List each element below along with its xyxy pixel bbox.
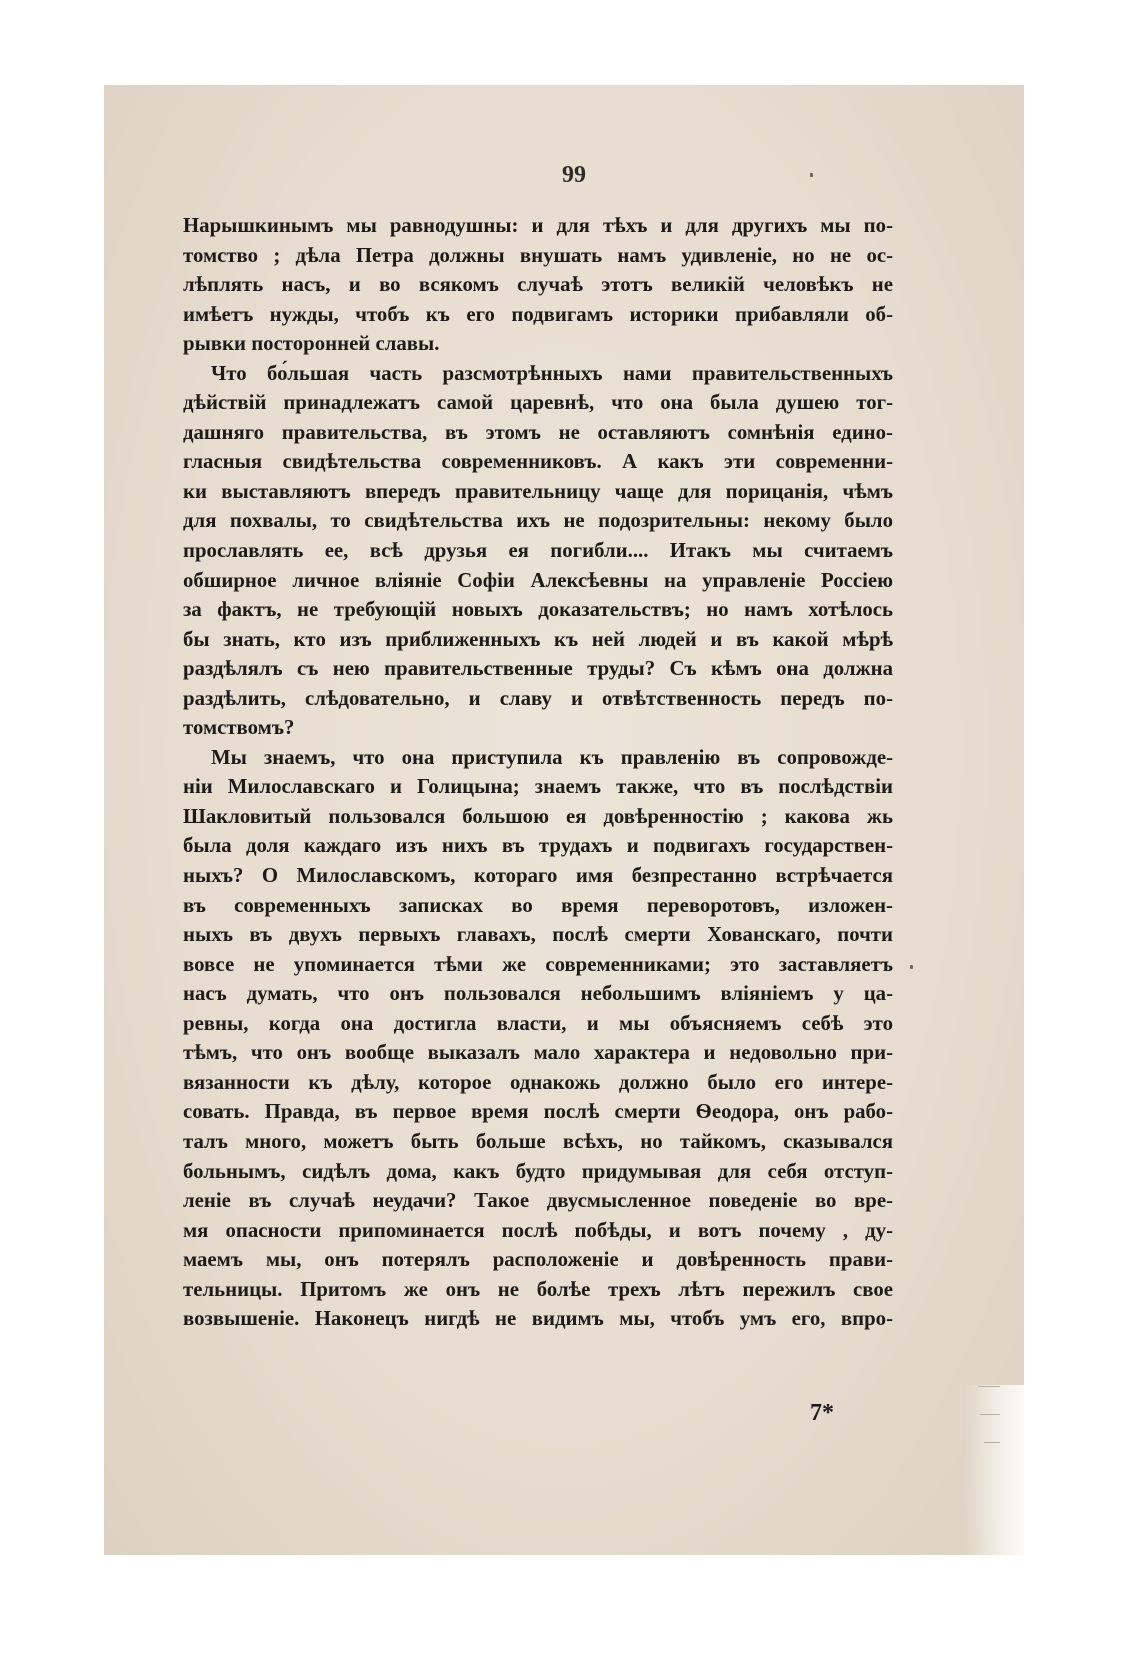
text-line: ныхъ въ двухъ первыхъ главахъ, послѣ смерти Хованскаго, почти (183, 923, 893, 947)
print-speck (910, 965, 913, 969)
text-line: лѣплять насъ, и во всякомъ случаѣ этотъ великій человѣкъ не (183, 273, 893, 297)
text-line: Мы знаемъ, что она приступила къ правленію въ сопровожде- (211, 745, 893, 769)
text-line: маемъ мы, онъ потерялъ расположеніе и довѣренность прави- (183, 1248, 893, 1272)
text-line: ныхъ? О Милославскомъ, котораго имя безпрестанно встрѣчается (183, 864, 893, 888)
edge-mark (978, 1386, 1000, 1387)
text-line: ревны, когда она достигла власти, и мы объясняемъ себѣ это (183, 1011, 893, 1035)
text-line: леніе въ случаѣ неудачи? Такое двусмысленное поведеніе во вре- (183, 1189, 893, 1213)
text-line: для похвалы, то свидѣтельства ихъ не подозрительны: некому было (183, 509, 893, 533)
text-line: въ современныхъ записках во время переворотовъ, изложен- (183, 893, 893, 917)
text-line: больнымъ, сидѣлъ дома, какъ будто придумывая для себя отступ- (183, 1159, 893, 1183)
text-line: томство ; дѣла Петра должны внушать намъ удивленіе, но не ос- (183, 243, 893, 267)
print-speck (810, 173, 813, 177)
text-line: Что бо́льшая часть разсмотрѣнныхъ нами правительственныхъ (211, 361, 893, 385)
text-line: имѣетъ нужды, чтобъ къ его подвигамъ историки прибавляли об- (183, 302, 893, 326)
signature-mark: 7* (810, 1400, 834, 1426)
text-line: томствомъ? (183, 716, 295, 740)
page-number: 99 (562, 162, 586, 188)
text-line: раздѣлить, слѣдовательно, и славу и отвѣтственность передъ по- (183, 686, 893, 710)
text-line: вовсе не упоминается тѣми же современниками; это заставляетъ (183, 952, 893, 976)
page-edge-shadow (964, 1385, 1024, 1555)
text-line: талъ много, можетъ быть больше всѣхъ, но тайкомъ, сказывался (183, 1129, 893, 1153)
text-line: насъ думать, что онъ пользовался небольшимъ вліяніемъ у ца- (183, 982, 893, 1006)
text-line: тѣмъ, что онъ вообще выказалъ мало характера и недовольно при- (183, 1041, 893, 1065)
text-line: вязанности къ дѣлу, которое однакожь должно было его интере- (183, 1070, 893, 1094)
text-line: Шакловитый пользовался большою ея довѣренностію ; какова жь (183, 804, 893, 828)
text-line: за фактъ, не требующій новыхъ доказательствъ; но намъ хотѣлось (183, 598, 893, 622)
text-line: тельницы. Притомъ же онъ не болѣе трехъ лѣтъ пережилъ свое (183, 1277, 893, 1301)
body-text (183, 211, 893, 1334)
text-line: рывки посторонней славы. (183, 332, 440, 356)
text-line: гласныя свидѣтельства современниковъ. А какъ эти современни- (183, 450, 893, 474)
book-page (104, 85, 1024, 1555)
text-line: совать. Правда, въ первое время послѣ смерти Ѳеодора, онъ рабо- (183, 1100, 893, 1124)
text-line: была доля каждаго изъ нихъ въ трудахъ и подвигахъ государствен- (183, 834, 893, 858)
edge-mark (980, 1414, 1000, 1415)
text-line: дѣйствій принадлежатъ самой царевнѣ, что она была душею тог- (183, 391, 893, 415)
text-line: ніи Милославскаго и Голицына; знаемъ также, что въ послѣдствіи (183, 775, 893, 799)
text-line: Нарышкинымъ мы равнодушны: и для тѣхъ и для другихъ мы по- (183, 214, 893, 237)
text-line: возвышеніе. Наконецъ нигдѣ не видимъ мы, чтобъ умъ его, впро- (183, 1307, 893, 1331)
text-line: ки выставляютъ впередъ правительницу чаще для порицанія, чѣмъ (183, 479, 893, 503)
edge-mark (984, 1442, 1000, 1443)
text-line: мя опасности припоминается послѣ побѣды, и вотъ почему , ду- (183, 1218, 893, 1242)
text-line: обширное личное вліяніе Софіи Алексѣевны на управленіе Россіею (183, 568, 893, 592)
text-line: раздѣлялъ съ нею правительственные труды? Съ кѣмъ она должна (183, 657, 893, 681)
text-line: бы знать, кто изъ приближенныхъ къ ней людей и въ какой мѣрѣ (183, 627, 893, 651)
text-line: прославлять ее, всѣ друзья ея погибли.... Итакъ мы считаемъ (183, 539, 893, 563)
text-line: дашняго правительства, въ этомъ не оставляютъ сомнѣнія едино- (183, 420, 893, 444)
